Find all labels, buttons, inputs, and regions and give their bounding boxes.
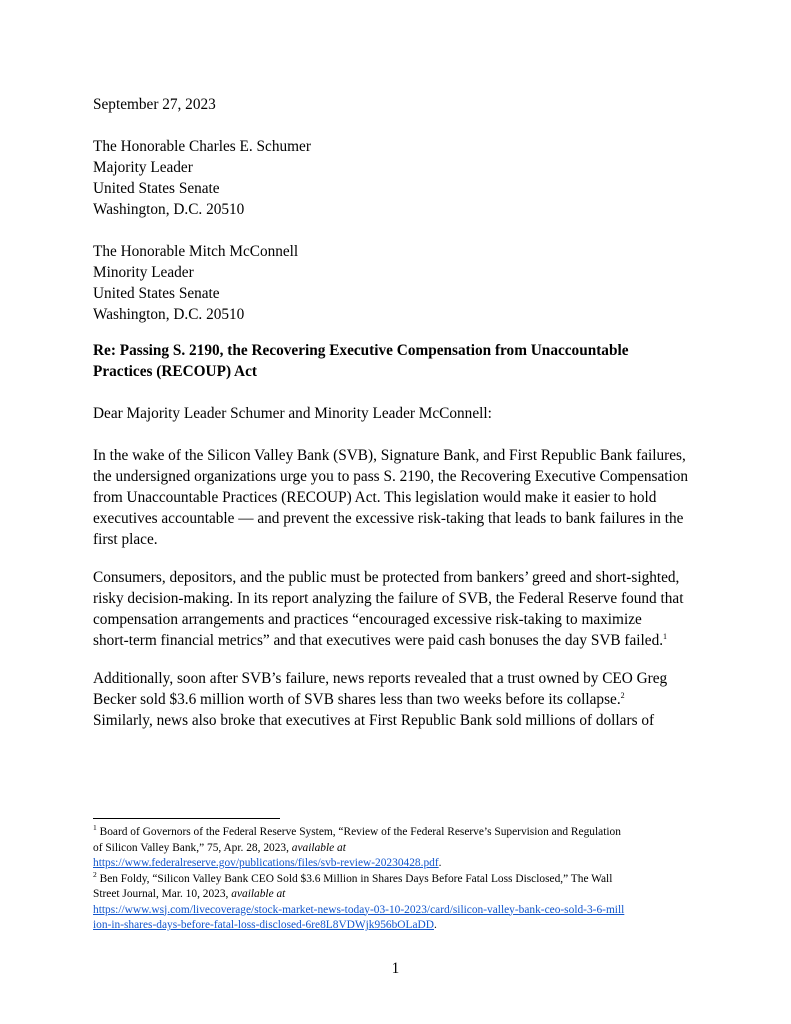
salutation: Dear Majority Leader Schumer and Minority Leader McConnell: bbox=[93, 405, 492, 422]
letter-date: September 27, 2023 bbox=[93, 96, 216, 113]
subject-line: Re: Passing S. 2190, the Recovering Executive Compensation from Unaccountable Practices (RECOUP) Act bbox=[93, 342, 629, 380]
page-number: 1 bbox=[391, 960, 400, 977]
recipient-block-schumer: The Honorable Charles E. Schumer Majority Leader United States Senate Washington, D.C. 20510 bbox=[93, 138, 311, 218]
paragraph-2: Consumers, depositors, and the public must be protected from bankers’ greed and short-sighted, risky decision-making. In its report analyzing the failure of SVB, the Federal Reserve found that compensation arrangements and practices “encouraged excessive risk-taking to maximize short-term financial metrics” and that executives were paid cash bonuses the day SVB failed.$^1$ bbox=[93, 569, 684, 649]
footnote-2: $^2$ Ben Foldy, “Silicon Valley Bank CEO Sold $3.6 Million in Shares Days Before Fatal Loss Disclosed,” The Wall Street Journal, Mar. 10, 2023, available at https://www.wsj.com/livecoverage/stock-market-news-today-03-10-2023/card/silicon-valley-bank-ceo-sold-3-6-mill ion-in-shares-days-before-fatal-loss-disclosed-6re8L8VDWjk956bOLaDD. bbox=[93, 869, 625, 931]
footnote-1: $^1$ Board of Governors of the Federal Reserve System, “Review of the Federal Reserve’s Supervision and Regulation of Silicon Valley Bank,” 75, Apr. 28, 2023, available at https://www.federalreserve.gov/publications/files/svb-review-20230428.pdf. bbox=[93, 823, 621, 869]
footnote-divider bbox=[93, 818, 280, 819]
footnote-2-link[interactable]: https://www.wsj.com/livecoverage/stock-market-news-today-03-10-2023/card/silicon-valley-bank-ceo-sold-3-6-mill bbox=[93, 903, 625, 916]
footnote-ref-2[interactable]: 2 bbox=[620, 690, 625, 700]
paragraph-1: In the wake of the Silicon Valley Bank (SVB), Signature Bank, and First Republic Bank failures, the undersigned organizations urge you to pass S. 2190, the Recovering Executive Compensation from Unaccountable Practices (RECOUP) Act. This legislation would make it easier to hold executives accountable — and prevent the excessive risk-taking that leads to bank failures in the first place. bbox=[93, 447, 689, 548]
footnote-2-link-cont[interactable]: ion-in-shares-days-before-fatal-loss-disclosed-6re8L8VDWjk956bOLaDD bbox=[93, 919, 434, 931]
paragraph-3: Additionally, soon after SVB’s failure, news reports revealed that a trust owned by CEO Greg Becker sold $3.6 million worth of SVB shares less than two weeks before its collapse.$^2$ Similarly, news also broke that executives at First Republic Bank sold millions of dollars of bbox=[93, 670, 668, 729]
recipient-block-mcconnell: The Honorable Mitch McConnell Minority Leader United States Senate Washington, D.C. 20510 bbox=[93, 243, 299, 323]
footnotes bbox=[93, 825, 713, 934]
footnote-ref-1[interactable]: 1 bbox=[663, 631, 668, 641]
footnote-1-link[interactable]: https://www.federalreserve.gov/publications/files/svb-review-20230428.pdf bbox=[93, 857, 439, 869]
